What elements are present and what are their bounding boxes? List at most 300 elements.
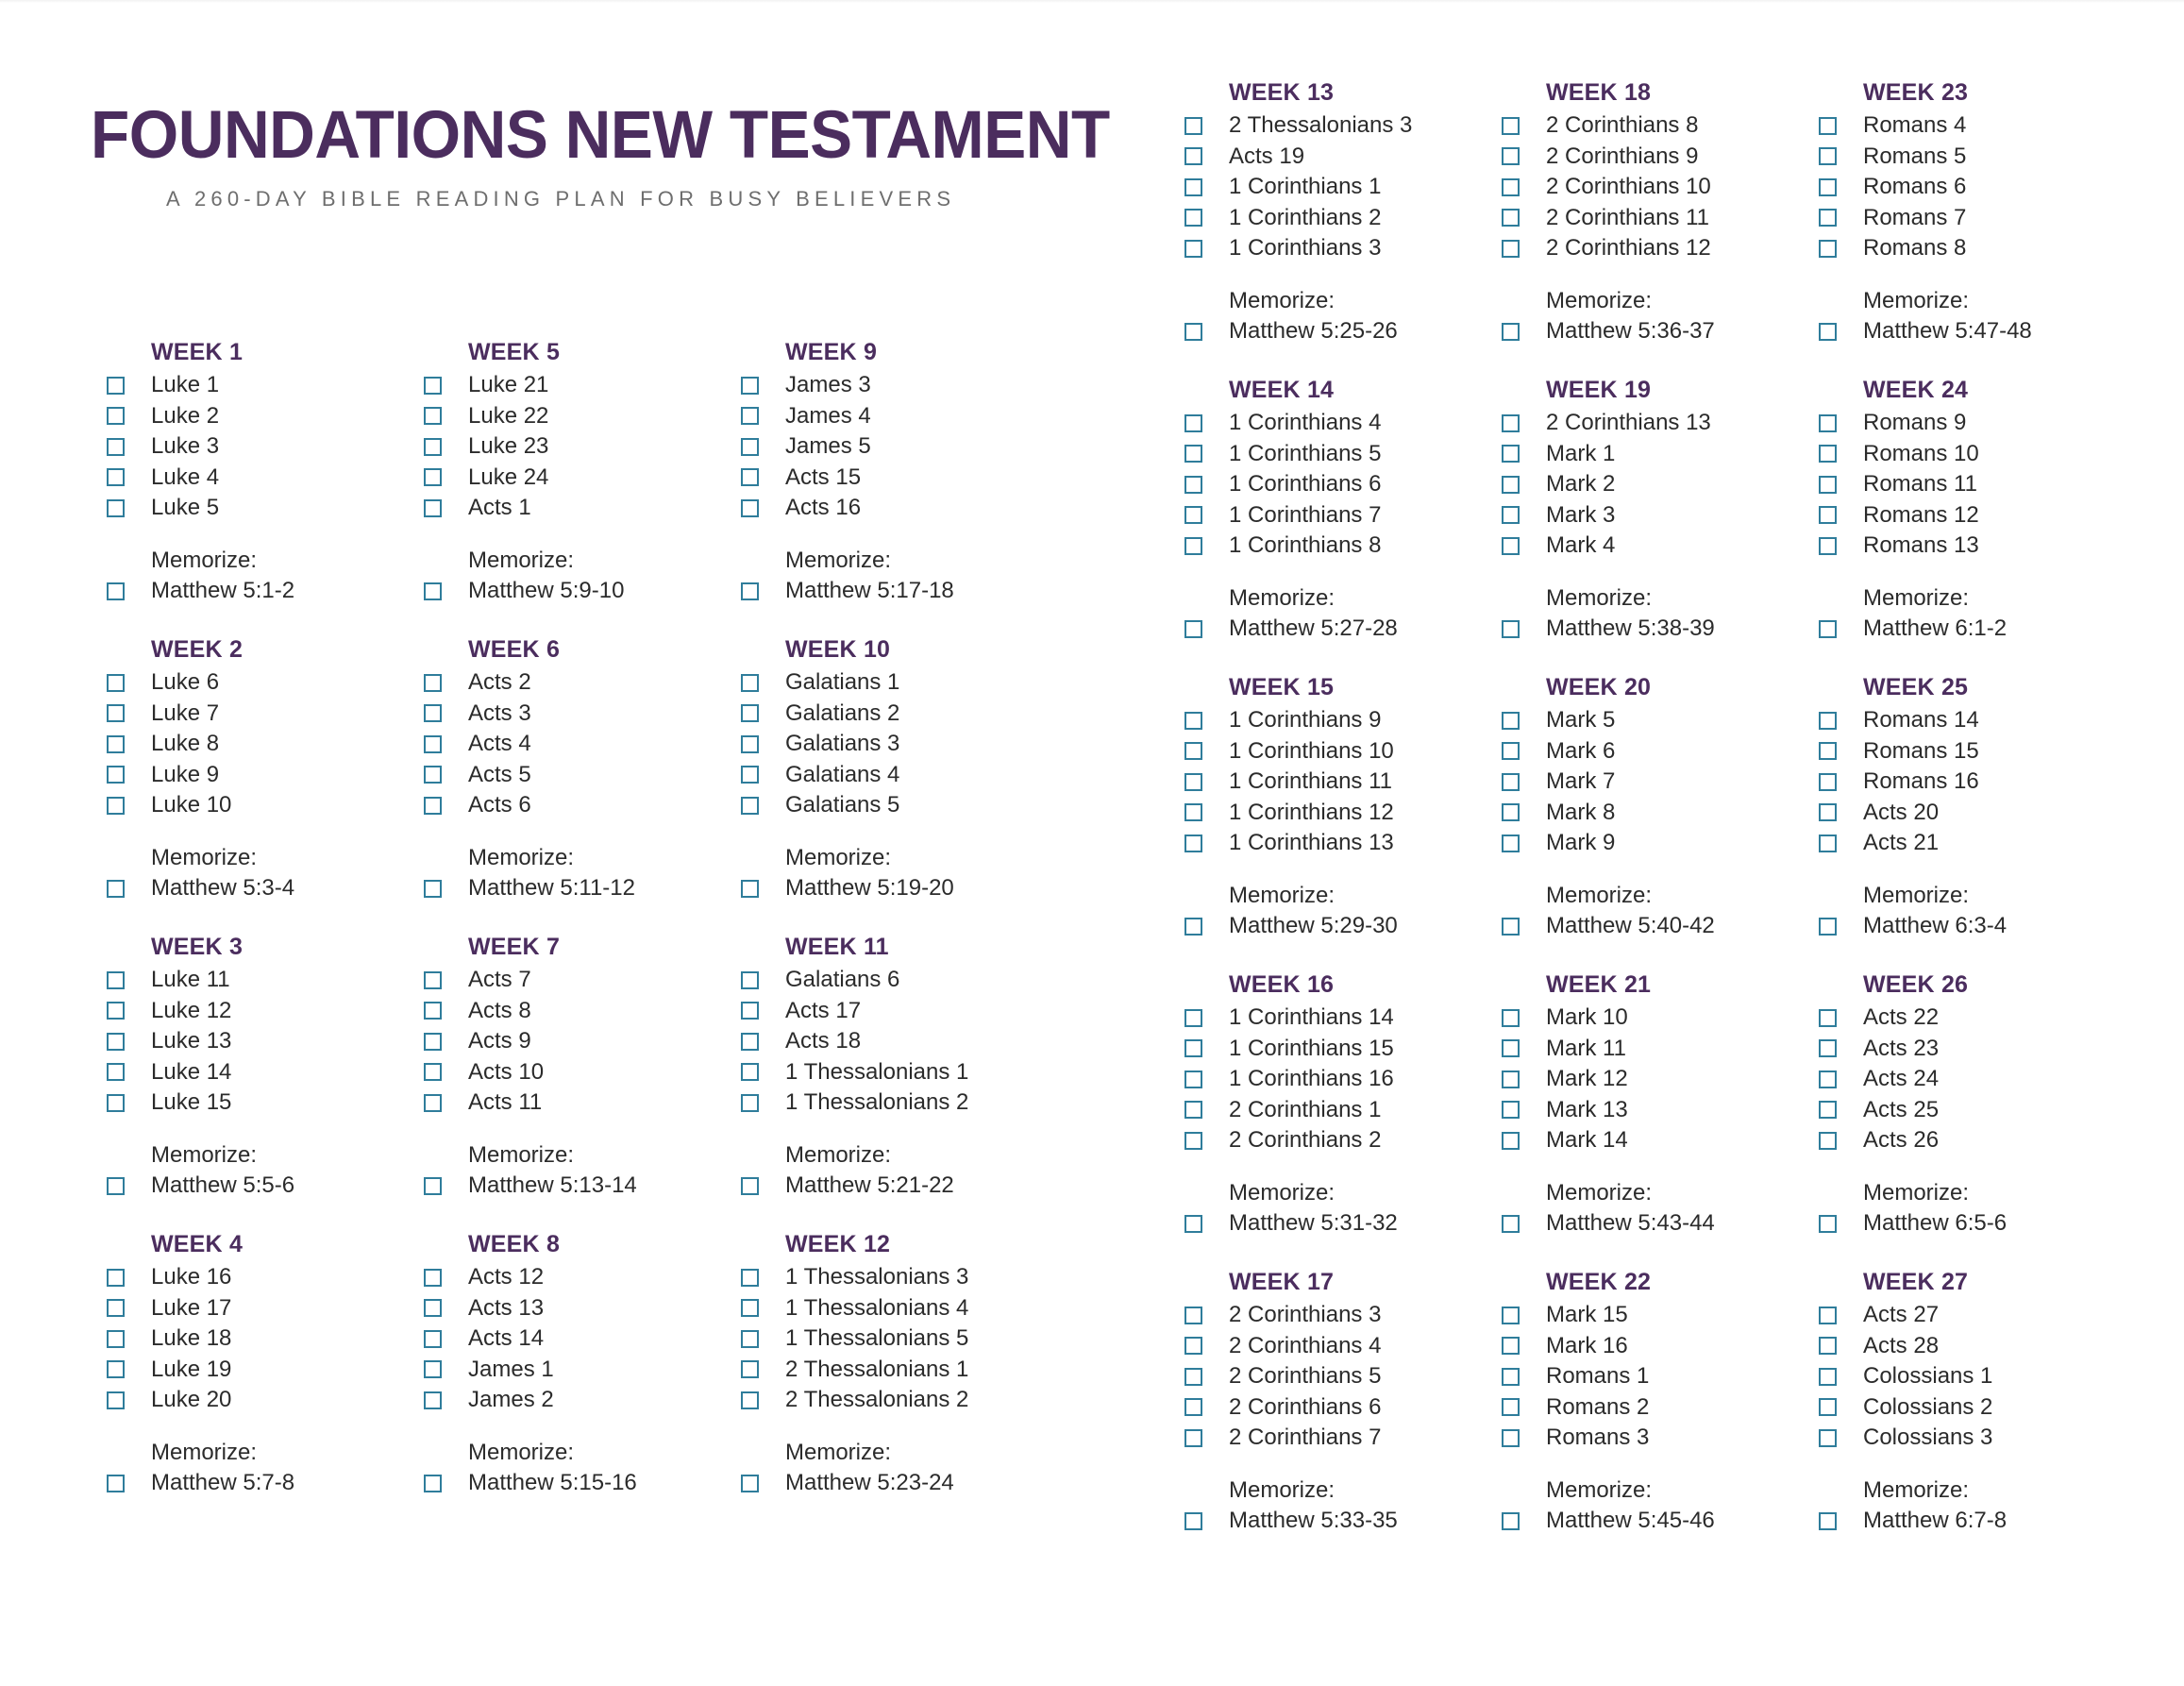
checkbox-icon[interactable] [424,407,442,425]
reading-row[interactable] [1184,531,1502,562]
checkbox-icon[interactable] [741,1299,759,1317]
checkbox-icon[interactable] [424,735,442,753]
memorize-verse-row[interactable] [1184,911,1502,942]
checkbox-icon[interactable] [1184,117,1202,135]
checkbox-icon[interactable] [1184,1215,1202,1233]
memorize-verse-row[interactable] [741,576,1081,607]
memorize-verse-row[interactable] [1819,614,2159,645]
checkbox-icon[interactable] [107,407,125,425]
reading-row[interactable] [424,729,741,760]
checkbox-icon[interactable] [1502,1009,1520,1027]
memorize-verse-row[interactable] [741,1171,1081,1202]
checkbox-icon[interactable] [424,377,442,395]
checkbox-icon[interactable] [424,971,442,989]
reading-row[interactable] [1184,828,1502,859]
checkbox-icon[interactable] [1502,117,1520,135]
reading-row[interactable] [741,1026,1081,1057]
checkbox-icon[interactable] [1502,323,1520,341]
checkbox-icon[interactable] [1819,414,1837,432]
checkbox-icon[interactable] [1184,240,1202,258]
reading-row[interactable] [424,463,741,494]
checkbox-icon[interactable] [1819,1132,1837,1150]
checkbox-icon[interactable] [1819,835,1837,852]
checkbox-icon[interactable] [107,377,125,395]
checkbox-icon[interactable] [1819,773,1837,791]
reading-row[interactable] [1819,1003,2159,1034]
reading-row[interactable] [741,996,1081,1027]
checkbox-icon[interactable] [107,499,125,517]
checkbox-icon[interactable] [1819,1101,1837,1119]
checkbox-icon[interactable] [1502,445,1520,463]
checkbox-icon[interactable] [1819,506,1837,524]
reading-row[interactable] [1502,172,1819,203]
reading-row[interactable] [1819,1361,2159,1392]
checkbox-icon[interactable] [741,880,759,898]
reading-row[interactable] [1502,705,1819,736]
reading-row[interactable] [1502,110,1819,142]
reading-row[interactable] [1184,172,1502,203]
checkbox-icon[interactable] [1502,476,1520,494]
reading-row[interactable] [1184,1064,1502,1095]
checkbox-icon[interactable] [1819,323,1837,341]
reading-row[interactable] [1819,1125,2159,1156]
reading-row[interactable] [424,1087,741,1119]
memorize-verse-row[interactable] [107,1468,424,1499]
reading-row[interactable] [1184,1423,1502,1454]
reading-row[interactable] [1184,767,1502,798]
checkbox-icon[interactable] [741,377,759,395]
checkbox-icon[interactable] [1184,476,1202,494]
memorize-verse-row[interactable] [1502,1506,1819,1537]
checkbox-icon[interactable] [1184,506,1202,524]
memorize-verse-row[interactable] [1184,1506,1502,1537]
checkbox-icon[interactable] [1819,1512,1837,1530]
reading-row[interactable] [1819,736,2159,767]
checkbox-icon[interactable] [1502,1071,1520,1088]
checkbox-icon[interactable] [1819,742,1837,760]
checkbox-icon[interactable] [1184,1009,1202,1027]
reading-row[interactable] [741,1385,1081,1416]
checkbox-icon[interactable] [741,1269,759,1287]
checkbox-icon[interactable] [1819,178,1837,196]
checkbox-icon[interactable] [107,797,125,815]
checkbox-icon[interactable] [1502,1368,1520,1386]
checkbox-icon[interactable] [741,971,759,989]
checkbox-icon[interactable] [107,1475,125,1492]
checkbox-icon[interactable] [424,880,442,898]
reading-row[interactable] [1184,203,1502,234]
checkbox-icon[interactable] [1502,712,1520,730]
memorize-verse-row[interactable] [424,1171,741,1202]
checkbox-icon[interactable] [1819,803,1837,821]
checkbox-icon[interactable] [741,1330,759,1348]
reading-row[interactable] [1184,1331,1502,1362]
checkbox-icon[interactable] [1502,1039,1520,1057]
checkbox-icon[interactable] [424,1299,442,1317]
checkbox-icon[interactable] [741,1063,759,1081]
reading-row[interactable] [424,1057,741,1088]
reading-row[interactable] [1502,1361,1819,1392]
checkbox-icon[interactable] [1502,1307,1520,1324]
checkbox-icon[interactable] [1819,1429,1837,1447]
reading-row[interactable] [107,1324,424,1355]
checkbox-icon[interactable] [1184,1307,1202,1324]
checkbox-icon[interactable] [1184,803,1202,821]
checkbox-icon[interactable] [1184,742,1202,760]
memorize-verse-row[interactable] [424,873,741,904]
memorize-verse-row[interactable] [1502,614,1819,645]
checkbox-icon[interactable] [1502,835,1520,852]
checkbox-icon[interactable] [424,766,442,784]
reading-row[interactable] [1819,1300,2159,1331]
reading-row[interactable] [1502,767,1819,798]
checkbox-icon[interactable] [107,735,125,753]
checkbox-icon[interactable] [424,582,442,600]
checkbox-icon[interactable] [1819,1307,1837,1324]
reading-row[interactable] [1819,798,2159,829]
reading-row[interactable] [1502,142,1819,173]
checkbox-icon[interactable] [1184,1512,1202,1530]
checkbox-icon[interactable] [1502,178,1520,196]
checkbox-icon[interactable] [1502,209,1520,227]
reading-row[interactable] [1184,469,1502,500]
memorize-verse-row[interactable] [1819,316,2159,347]
checkbox-icon[interactable] [107,438,125,456]
reading-row[interactable] [424,493,741,524]
checkbox-icon[interactable] [1184,1398,1202,1416]
checkbox-icon[interactable] [107,1033,125,1051]
reading-row[interactable] [1502,1095,1819,1126]
checkbox-icon[interactable] [424,704,442,722]
reading-row[interactable] [1819,531,2159,562]
reading-row[interactable] [107,1355,424,1386]
reading-row[interactable] [424,1026,741,1057]
reading-row[interactable] [741,1355,1081,1386]
checkbox-icon[interactable] [741,704,759,722]
reading-row[interactable] [424,1293,741,1324]
reading-row[interactable] [1819,469,2159,500]
checkbox-icon[interactable] [1502,147,1520,165]
checkbox-icon[interactable] [1819,117,1837,135]
reading-row[interactable] [424,667,741,699]
reading-row[interactable] [741,1324,1081,1355]
reading-row[interactable] [741,1293,1081,1324]
reading-row[interactable] [424,1324,741,1355]
checkbox-icon[interactable] [107,1299,125,1317]
checkbox-icon[interactable] [424,1330,442,1348]
reading-row[interactable] [1819,1392,2159,1424]
memorize-verse-row[interactable] [1502,1208,1819,1239]
checkbox-icon[interactable] [741,797,759,815]
checkbox-icon[interactable] [424,468,442,486]
checkbox-icon[interactable] [741,499,759,517]
reading-row[interactable] [741,729,1081,760]
reading-row[interactable] [1819,172,2159,203]
checkbox-icon[interactable] [424,1391,442,1409]
memorize-verse-row[interactable] [1819,1506,2159,1537]
reading-row[interactable] [1502,1125,1819,1156]
checkbox-icon[interactable] [741,1360,759,1378]
checkbox-icon[interactable] [1502,1132,1520,1150]
reading-row[interactable] [741,965,1081,996]
checkbox-icon[interactable] [741,766,759,784]
reading-row[interactable] [107,493,424,524]
checkbox-icon[interactable] [424,1269,442,1287]
checkbox-icon[interactable] [1184,414,1202,432]
reading-row[interactable] [424,1355,741,1386]
checkbox-icon[interactable] [1184,712,1202,730]
checkbox-icon[interactable] [1502,918,1520,936]
reading-row[interactable] [1502,1003,1819,1034]
reading-row[interactable] [1819,1423,2159,1454]
reading-row[interactable] [424,1385,741,1416]
checkbox-icon[interactable] [1502,620,1520,638]
reading-row[interactable] [424,965,741,996]
checkbox-icon[interactable] [1819,1398,1837,1416]
memorize-verse-row[interactable] [1502,316,1819,347]
checkbox-icon[interactable] [1184,1368,1202,1386]
reading-row[interactable] [1819,110,2159,142]
checkbox-icon[interactable] [741,1177,759,1195]
reading-row[interactable] [107,1293,424,1324]
reading-row[interactable] [1819,439,2159,470]
reading-row[interactable] [107,1262,424,1293]
checkbox-icon[interactable] [1502,240,1520,258]
checkbox-icon[interactable] [1819,1337,1837,1355]
reading-row[interactable] [1819,500,2159,531]
checkbox-icon[interactable] [107,1360,125,1378]
checkbox-icon[interactable] [1184,1039,1202,1057]
checkbox-icon[interactable] [741,407,759,425]
checkbox-icon[interactable] [1184,209,1202,227]
checkbox-icon[interactable] [1819,209,1837,227]
reading-row[interactable] [741,463,1081,494]
reading-row[interactable] [424,996,741,1027]
reading-row[interactable] [107,667,424,699]
memorize-verse-row[interactable] [1184,316,1502,347]
checkbox-icon[interactable] [1819,1215,1837,1233]
reading-row[interactable] [1502,439,1819,470]
checkbox-icon[interactable] [424,438,442,456]
checkbox-icon[interactable] [741,468,759,486]
reading-row[interactable] [1184,233,1502,264]
checkbox-icon[interactable] [424,1094,442,1112]
reading-row[interactable] [107,729,424,760]
reading-row[interactable] [424,1262,741,1293]
checkbox-icon[interactable] [1502,537,1520,555]
reading-row[interactable] [1819,203,2159,234]
checkbox-icon[interactable] [741,1002,759,1020]
reading-row[interactable] [1184,500,1502,531]
checkbox-icon[interactable] [424,674,442,692]
reading-row[interactable] [107,965,424,996]
checkbox-icon[interactable] [1502,1337,1520,1355]
checkbox-icon[interactable] [1819,1071,1837,1088]
checkbox-icon[interactable] [1184,835,1202,852]
reading-row[interactable] [107,1087,424,1119]
memorize-verse-row[interactable] [1184,1208,1502,1239]
checkbox-icon[interactable] [1502,773,1520,791]
checkbox-icon[interactable] [1819,147,1837,165]
checkbox-icon[interactable] [1184,1101,1202,1119]
checkbox-icon[interactable] [107,1269,125,1287]
reading-row[interactable] [741,760,1081,791]
reading-row[interactable] [741,1087,1081,1119]
checkbox-icon[interactable] [1819,1009,1837,1027]
checkbox-icon[interactable] [107,704,125,722]
memorize-verse-row[interactable] [1819,1208,2159,1239]
reading-row[interactable] [424,760,741,791]
checkbox-icon[interactable] [424,1002,442,1020]
reading-row[interactable] [1184,1392,1502,1424]
checkbox-icon[interactable] [107,674,125,692]
reading-row[interactable] [107,1026,424,1057]
reading-row[interactable] [1184,736,1502,767]
reading-row[interactable] [1502,203,1819,234]
reading-row[interactable] [741,667,1081,699]
reading-row[interactable] [1502,828,1819,859]
checkbox-icon[interactable] [741,1475,759,1492]
reading-row[interactable] [424,401,741,432]
reading-row[interactable] [424,370,741,401]
checkbox-icon[interactable] [107,1330,125,1348]
reading-row[interactable] [1502,1064,1819,1095]
reading-row[interactable] [107,463,424,494]
reading-row[interactable] [1184,1300,1502,1331]
reading-row[interactable] [424,790,741,821]
reading-row[interactable] [107,996,424,1027]
checkbox-icon[interactable] [741,1033,759,1051]
reading-row[interactable] [741,493,1081,524]
checkbox-icon[interactable] [107,1391,125,1409]
checkbox-icon[interactable] [1819,918,1837,936]
checkbox-icon[interactable] [1184,537,1202,555]
reading-row[interactable] [1184,439,1502,470]
reading-row[interactable] [741,1262,1081,1293]
reading-row[interactable] [1502,1300,1819,1331]
checkbox-icon[interactable] [424,1177,442,1195]
checkbox-icon[interactable] [1819,476,1837,494]
reading-row[interactable] [1184,1034,1502,1065]
memorize-verse-row[interactable] [1819,911,2159,942]
checkbox-icon[interactable] [1502,1429,1520,1447]
reading-row[interactable] [1502,408,1819,439]
reading-row[interactable] [1184,798,1502,829]
reading-row[interactable] [1502,1423,1819,1454]
memorize-verse-row[interactable] [424,576,741,607]
reading-row[interactable] [1184,1095,1502,1126]
checkbox-icon[interactable] [107,1177,125,1195]
reading-row[interactable] [741,699,1081,730]
checkbox-icon[interactable] [1184,773,1202,791]
checkbox-icon[interactable] [1819,1368,1837,1386]
checkbox-icon[interactable] [107,468,125,486]
reading-row[interactable] [1184,1361,1502,1392]
checkbox-icon[interactable] [1184,1337,1202,1355]
checkbox-icon[interactable] [1502,742,1520,760]
reading-row[interactable] [1502,798,1819,829]
checkbox-icon[interactable] [107,1094,125,1112]
checkbox-icon[interactable] [1819,537,1837,555]
checkbox-icon[interactable] [107,582,125,600]
reading-row[interactable] [1819,767,2159,798]
reading-row[interactable] [1184,110,1502,142]
reading-row[interactable] [1184,1003,1502,1034]
checkbox-icon[interactable] [1184,445,1202,463]
reading-row[interactable] [1502,469,1819,500]
checkbox-icon[interactable] [1502,1101,1520,1119]
checkbox-icon[interactable] [107,766,125,784]
reading-row[interactable] [107,431,424,463]
checkbox-icon[interactable] [1184,323,1202,341]
reading-row[interactable] [1502,736,1819,767]
checkbox-icon[interactable] [1502,803,1520,821]
reading-row[interactable] [1819,1064,2159,1095]
reading-row[interactable] [1819,233,2159,264]
checkbox-icon[interactable] [1184,918,1202,936]
checkbox-icon[interactable] [107,1063,125,1081]
reading-row[interactable] [107,699,424,730]
checkbox-icon[interactable] [741,735,759,753]
memorize-verse-row[interactable] [107,873,424,904]
reading-row[interactable] [741,1057,1081,1088]
checkbox-icon[interactable] [424,1475,442,1492]
reading-row[interactable] [424,699,741,730]
memorize-verse-row[interactable] [424,1468,741,1499]
reading-row[interactable] [1184,142,1502,173]
reading-row[interactable] [1184,408,1502,439]
checkbox-icon[interactable] [1819,620,1837,638]
reading-row[interactable] [1502,531,1819,562]
memorize-verse-row[interactable] [741,873,1081,904]
reading-row[interactable] [1502,1034,1819,1065]
checkbox-icon[interactable] [424,1360,442,1378]
reading-row[interactable] [1184,705,1502,736]
memorize-verse-row[interactable] [1184,614,1502,645]
checkbox-icon[interactable] [1502,506,1520,524]
reading-row[interactable] [1819,408,2159,439]
reading-row[interactable] [1502,500,1819,531]
reading-row[interactable] [107,760,424,791]
checkbox-icon[interactable] [741,674,759,692]
reading-row[interactable] [741,370,1081,401]
checkbox-icon[interactable] [424,797,442,815]
reading-row[interactable] [1819,1095,2159,1126]
checkbox-icon[interactable] [1184,620,1202,638]
checkbox-icon[interactable] [1184,1429,1202,1447]
checkbox-icon[interactable] [741,582,759,600]
reading-row[interactable] [741,431,1081,463]
checkbox-icon[interactable] [424,499,442,517]
checkbox-icon[interactable] [1184,1071,1202,1088]
checkbox-icon[interactable] [424,1063,442,1081]
checkbox-icon[interactable] [1184,178,1202,196]
checkbox-icon[interactable] [1502,1398,1520,1416]
memorize-verse-row[interactable] [107,576,424,607]
reading-row[interactable] [1502,1331,1819,1362]
checkbox-icon[interactable] [1502,414,1520,432]
reading-row[interactable] [107,790,424,821]
checkbox-icon[interactable] [741,438,759,456]
checkbox-icon[interactable] [1184,147,1202,165]
checkbox-icon[interactable] [741,1094,759,1112]
memorize-verse-row[interactable] [1502,911,1819,942]
checkbox-icon[interactable] [1819,712,1837,730]
reading-row[interactable] [1819,828,2159,859]
reading-row[interactable] [107,1057,424,1088]
reading-row[interactable] [1184,1125,1502,1156]
checkbox-icon[interactable] [1819,445,1837,463]
